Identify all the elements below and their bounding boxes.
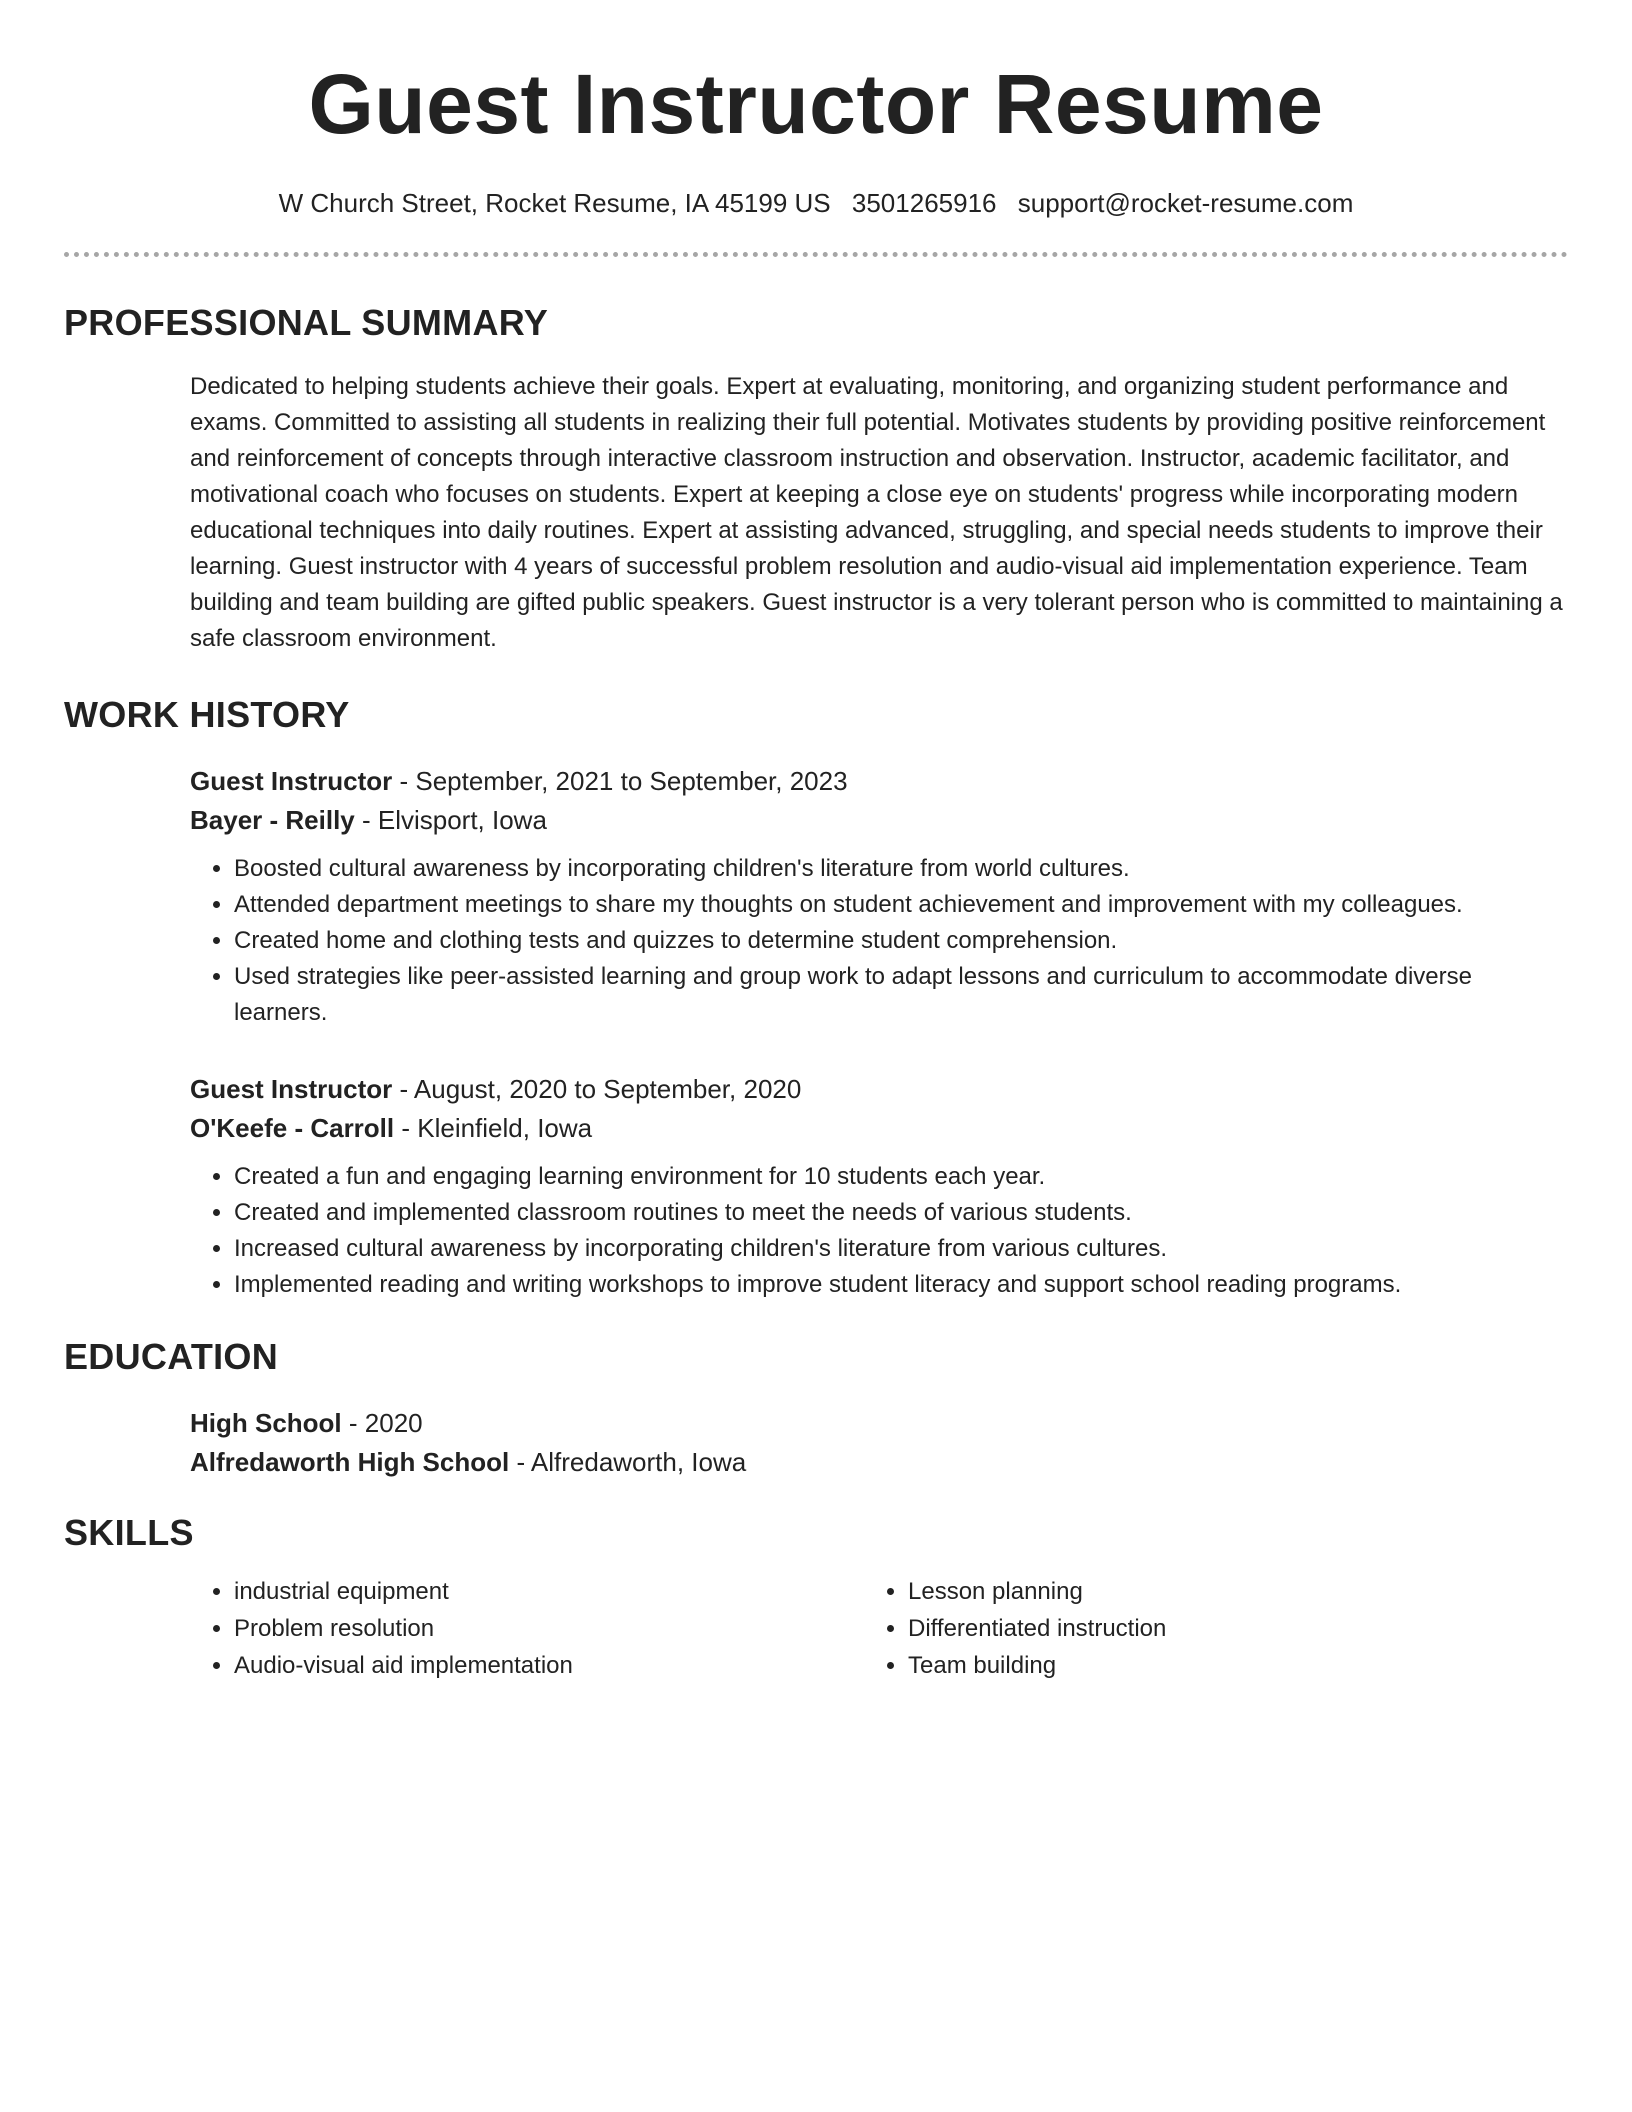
summary-text: Dedicated to helping students achieve their goals. Expert at evaluating, monitoring, and organizing student performance and exams. Committed to assisting all students in realizing their full potential. Motivates students by providing positive reinforcement and reinforcement of concepts through interactive classroom instruction and observation. Instructor, academic facilitator, and motivational coach who focuses on students. Expert at keeping a close eye on students' progress while incorporating modern educational techniques into daily routines. Expert at assisting advanced, struggling, and special needs students to improve their learning. Guest instructor with 4 years of successful problem resolution and audio-visual aid implementation experience. Team building and team building are gifted public speakers. Guest instructor is a very tolerant person who is committed to maintaining a safe classroom environment. xyxy=(190,373,1563,652)
summary-heading: PROFESSIONAL SUMMARY xyxy=(64,302,549,343)
education-school-line xyxy=(190,1443,1568,1481)
list-item: • Increased cultural awareness by incorporating children's literature from various cultures. xyxy=(234,1231,1568,1267)
job-role: Guest Instructor xyxy=(190,766,393,796)
skill-item: • Problem resolution xyxy=(234,1610,864,1647)
header-divider xyxy=(64,252,1568,257)
skills-columns xyxy=(190,1573,1568,1684)
list-item: • Attended department meetings to share my thoughts on student achievement and improvement with my colleagues. xyxy=(234,887,1568,923)
job-bullets xyxy=(190,1159,1568,1303)
skills-section xyxy=(64,1511,1568,1684)
skills-list-left xyxy=(190,1573,864,1684)
skills-heading: SKILLS xyxy=(64,1512,194,1553)
skill-item: • industrial equipment xyxy=(234,1573,864,1610)
job-title-line xyxy=(190,761,1568,801)
education-location: - Alfredaworth, Iowa xyxy=(509,1447,747,1477)
job-location: - Kleinfield, Iowa xyxy=(394,1113,593,1143)
job-company-line xyxy=(190,1109,1568,1147)
job-dates: - August, 2020 to September, 2020 xyxy=(392,1074,802,1104)
contact-email[interactable]: support@rocket-resume.com xyxy=(1017,188,1354,218)
job-bullets xyxy=(190,851,1568,1031)
summary-section xyxy=(64,301,1568,657)
education-school: Alfredaworth High School xyxy=(190,1447,510,1477)
education-entry xyxy=(190,1403,1568,1481)
job-company-line xyxy=(190,801,1568,839)
job-location: - Elvisport, Iowa xyxy=(354,805,547,835)
education-year: - 2020 xyxy=(341,1408,423,1438)
work-history-section xyxy=(64,693,1568,1303)
list-item: • Created home and clothing tests and quizzes to determine student comprehension. xyxy=(234,923,1568,959)
contact-line xyxy=(64,186,1568,220)
contact-phone: 3501265916 xyxy=(851,188,997,218)
education-section xyxy=(64,1335,1568,1481)
skill-item: • Differentiated instruction xyxy=(908,1610,1538,1647)
list-item: • Boosted cultural awareness by incorporating children's literature from world cultures. xyxy=(234,851,1568,887)
skill-item: • Audio-visual aid implementation xyxy=(234,1647,864,1684)
job-entry xyxy=(190,1069,1568,1303)
list-item: • Implemented reading and writing workshops to improve student literacy and support school reading programs. xyxy=(234,1267,1568,1303)
job-company: Bayer - Reilly xyxy=(190,805,355,835)
contact-address: W Church Street, Rocket Resume, IA 45199 US xyxy=(278,188,831,218)
job-dates: - September, 2021 to September, 2023 xyxy=(392,766,848,796)
resume-title: Guest Instructor Resume xyxy=(308,57,1324,151)
education-degree: High School xyxy=(190,1408,342,1438)
resume-header xyxy=(64,0,1568,220)
list-item: • Created and implemented classroom routines to meet the needs of various students. xyxy=(234,1195,1568,1231)
skills-list-right xyxy=(864,1573,1538,1684)
list-item: • Created a fun and engaging learning environment for 10 students each year. xyxy=(234,1159,1568,1195)
job-company: O'Keefe - Carroll xyxy=(190,1113,395,1143)
job-role: Guest Instructor xyxy=(190,1074,393,1104)
list-item: • Used strategies like peer-assisted learning and group work to adapt lessons and curriculum to accommodate diverse learners. xyxy=(234,959,1568,1031)
work-history-heading: WORK HISTORY xyxy=(64,694,350,735)
job-entry xyxy=(190,761,1568,1031)
education-heading: EDUCATION xyxy=(64,1336,279,1377)
skill-item: • Lesson planning xyxy=(908,1573,1538,1610)
skill-item: • Team building xyxy=(908,1647,1538,1684)
education-degree-line xyxy=(190,1403,1568,1443)
job-title-line xyxy=(190,1069,1568,1109)
